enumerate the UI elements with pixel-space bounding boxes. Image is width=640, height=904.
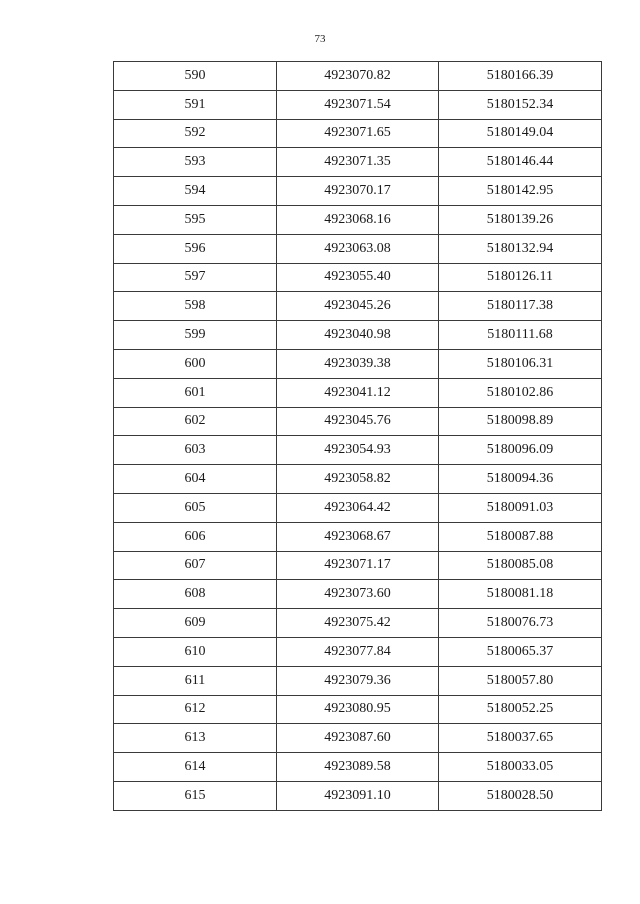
y-coordinate-cell: 5180152.34 <box>439 90 602 119</box>
y-coordinate-cell: 5180102.86 <box>439 378 602 407</box>
y-coordinate-cell: 5180028.50 <box>439 781 602 810</box>
x-coordinate-cell: 4923045.26 <box>277 292 439 321</box>
y-coordinate-cell: 5180081.18 <box>439 580 602 609</box>
point-number-cell: 613 <box>114 724 277 753</box>
table-row <box>114 148 602 177</box>
y-coordinate-cell: 5180052.25 <box>439 695 602 724</box>
table-row <box>114 522 602 551</box>
x-coordinate-cell: 4923071.65 <box>277 119 439 148</box>
table-row <box>114 436 602 465</box>
table-row <box>114 378 602 407</box>
x-coordinate-cell: 4923064.42 <box>277 493 439 522</box>
x-coordinate-cell: 4923070.82 <box>277 62 439 91</box>
table-row <box>114 321 602 350</box>
y-coordinate-cell: 5180057.80 <box>439 666 602 695</box>
point-number-cell: 611 <box>114 666 277 695</box>
x-coordinate-cell: 4923075.42 <box>277 609 439 638</box>
y-coordinate-cell: 5180146.44 <box>439 148 602 177</box>
x-coordinate-cell: 4923079.36 <box>277 666 439 695</box>
y-coordinate-cell: 5180166.39 <box>439 62 602 91</box>
y-coordinate-cell: 5180106.31 <box>439 349 602 378</box>
table-row <box>114 119 602 148</box>
y-coordinate-cell: 5180096.09 <box>439 436 602 465</box>
point-number-cell: 603 <box>114 436 277 465</box>
table-row <box>114 407 602 436</box>
y-coordinate-cell: 5180094.36 <box>439 465 602 494</box>
y-coordinate-cell: 5180037.65 <box>439 724 602 753</box>
point-number-cell: 590 <box>114 62 277 91</box>
point-number-cell: 606 <box>114 522 277 551</box>
x-coordinate-cell: 4923068.67 <box>277 522 439 551</box>
x-coordinate-cell: 4923055.40 <box>277 263 439 292</box>
table-row <box>114 666 602 695</box>
table-row <box>114 493 602 522</box>
point-number-cell: 604 <box>114 465 277 494</box>
point-number-cell: 592 <box>114 119 277 148</box>
point-number-cell: 607 <box>114 551 277 580</box>
table-row <box>114 90 602 119</box>
y-coordinate-cell: 5180117.38 <box>439 292 602 321</box>
y-coordinate-cell: 5180065.37 <box>439 637 602 666</box>
point-number-cell: 605 <box>114 493 277 522</box>
point-number-cell: 594 <box>114 177 277 206</box>
y-coordinate-cell: 5180149.04 <box>439 119 602 148</box>
x-coordinate-cell: 4923071.17 <box>277 551 439 580</box>
table-row <box>114 292 602 321</box>
point-number-cell: 614 <box>114 753 277 782</box>
x-coordinate-cell: 4923080.95 <box>277 695 439 724</box>
x-coordinate-cell: 4923071.35 <box>277 148 439 177</box>
table-row <box>114 263 602 292</box>
y-coordinate-cell: 5180085.08 <box>439 551 602 580</box>
y-coordinate-cell: 5180098.89 <box>439 407 602 436</box>
y-coordinate-cell: 5180132.94 <box>439 234 602 263</box>
table-row <box>114 465 602 494</box>
point-number-cell: 598 <box>114 292 277 321</box>
x-coordinate-cell: 4923068.16 <box>277 205 439 234</box>
y-coordinate-cell: 5180139.26 <box>439 205 602 234</box>
table-row <box>114 753 602 782</box>
point-number-cell: 612 <box>114 695 277 724</box>
point-number-cell: 601 <box>114 378 277 407</box>
table-row <box>114 609 602 638</box>
y-coordinate-cell: 5180111.68 <box>439 321 602 350</box>
x-coordinate-cell: 4923040.98 <box>277 321 439 350</box>
y-coordinate-cell: 5180142.95 <box>439 177 602 206</box>
x-coordinate-cell: 4923087.60 <box>277 724 439 753</box>
point-number-cell: 593 <box>114 148 277 177</box>
x-coordinate-cell: 4923063.08 <box>277 234 439 263</box>
x-coordinate-cell: 4923039.38 <box>277 349 439 378</box>
x-coordinate-cell: 4923058.82 <box>277 465 439 494</box>
point-number-cell: 596 <box>114 234 277 263</box>
point-number-cell: 599 <box>114 321 277 350</box>
x-coordinate-cell: 4923041.12 <box>277 378 439 407</box>
table-row <box>114 580 602 609</box>
point-number-cell: 609 <box>114 609 277 638</box>
point-number-cell: 602 <box>114 407 277 436</box>
point-number-cell: 595 <box>114 205 277 234</box>
y-coordinate-cell: 5180087.88 <box>439 522 602 551</box>
y-coordinate-cell: 5180033.05 <box>439 753 602 782</box>
x-coordinate-cell: 4923091.10 <box>277 781 439 810</box>
x-coordinate-cell: 4923089.58 <box>277 753 439 782</box>
point-number-cell: 608 <box>114 580 277 609</box>
table-row <box>114 551 602 580</box>
table-row <box>114 205 602 234</box>
x-coordinate-cell: 4923073.60 <box>277 580 439 609</box>
x-coordinate-cell: 4923077.84 <box>277 637 439 666</box>
table-row <box>114 62 602 91</box>
y-coordinate-cell: 5180091.03 <box>439 493 602 522</box>
page-number: 73 <box>314 33 326 45</box>
coordinates-table <box>113 61 602 811</box>
x-coordinate-cell: 4923071.54 <box>277 90 439 119</box>
point-number-cell: 600 <box>114 349 277 378</box>
x-coordinate-cell: 4923045.76 <box>277 407 439 436</box>
x-coordinate-cell: 4923070.17 <box>277 177 439 206</box>
table-row <box>114 637 602 666</box>
point-number-cell: 591 <box>114 90 277 119</box>
table-row <box>114 349 602 378</box>
table-row <box>114 177 602 206</box>
table-row <box>114 724 602 753</box>
coordinates-table-body <box>114 62 602 811</box>
table-row <box>114 781 602 810</box>
table-row <box>114 234 602 263</box>
y-coordinate-cell: 5180126.11 <box>439 263 602 292</box>
point-number-cell: 597 <box>114 263 277 292</box>
table-row <box>114 695 602 724</box>
point-number-cell: 610 <box>114 637 277 666</box>
x-coordinate-cell: 4923054.93 <box>277 436 439 465</box>
point-number-cell: 615 <box>114 781 277 810</box>
y-coordinate-cell: 5180076.73 <box>439 609 602 638</box>
